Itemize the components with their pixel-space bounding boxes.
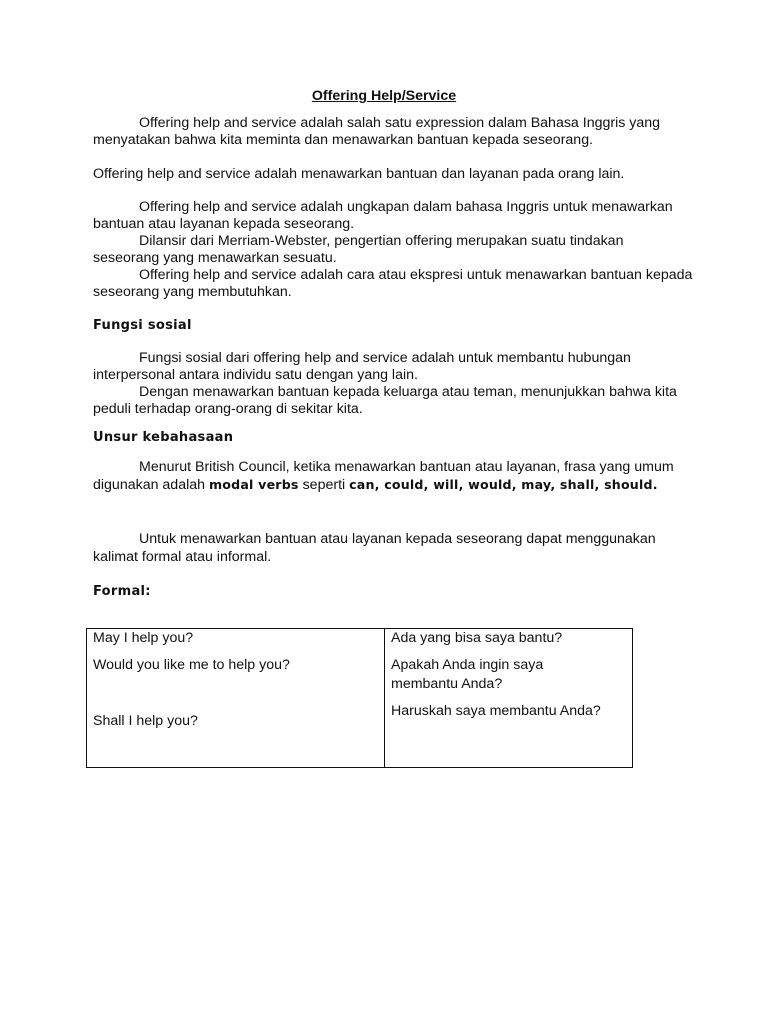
formal-heading: Formal:	[93, 584, 151, 599]
english-expression: May I help you?	[93, 630, 194, 646]
indonesian-expression-continued: membantu Anda?	[391, 676, 503, 692]
formal-expressions-table	[86, 628, 633, 768]
english-expression: Shall I help you?	[93, 713, 198, 729]
modal-verbs-list: can, could, will, would, may, shall, should.	[349, 477, 658, 492]
unsur-paragraph-1	[93, 458, 693, 494]
english-expression: Would you like me to help you?	[93, 657, 290, 673]
unsur-paragraph-2: Untuk menawarkan bantuan atau layanan kepada seseorang dapat menggunakan kalimat formal atau informal.	[93, 531, 656, 565]
unsur-kebahasaan-heading: Unsur kebahasaan	[93, 430, 234, 445]
intro-paragraph-4: Dilansir dari Merriam-Webster, pengertian offering merupakan suatu tindakan seseorang yang menawarkan sesuatu.	[93, 233, 624, 267]
indonesian-expression: Apakah Anda ingin saya	[391, 657, 544, 673]
page-title: Offering Help/Service	[311, 88, 457, 104]
english-column	[87, 629, 385, 768]
fungsi-paragraph-2: Dengan menawarkan bantuan kepada keluarga atau teman, menunjukkan bahwa kita peduli terhadap orang-orang di sekitar kita.	[93, 384, 677, 418]
indonesian-expression: Haruskah saya membantu Anda?	[391, 703, 601, 719]
intro-paragraph-3: Offering help and service adalah ungkapan dalam bahasa Inggris untuk menawarkan bantuan atau layanan kepada seseorang.	[93, 199, 673, 233]
intro-paragraph-1: Offering help and service adalah salah satu expression dalam Bahasa Inggris yang menyatakan bahwa kita meminta dan menawarkan bantuan kepada seseorang.	[93, 115, 661, 149]
unsur-text-a: Menurut British Council, ketika menawarkan bantuan atau layanan, frasa yang umum digunakan adalah	[93, 459, 674, 493]
unsur-text-b: seperti	[298, 477, 350, 493]
fungsi-paragraph-1: Fungsi sosial dari offering help and service adalah untuk membantu hubungan interpersonal antara individu satu dengan yang lain.	[93, 350, 631, 384]
intro-paragraph-2: Offering help and service adalah menawarkan bantuan dan layanan pada orang lain.	[93, 166, 625, 182]
indonesian-expression: Ada yang bisa saya bantu?	[391, 630, 563, 646]
intro-paragraph-5: Offering help and service adalah cara atau ekspresi untuk menawarkan bantuan kepada seseorang yang membutuhkan.	[93, 267, 693, 301]
indonesian-column	[385, 629, 633, 768]
fungsi-sosial-heading: Fungsi sosial	[93, 318, 192, 333]
modal-verbs-term: modal verbs	[208, 477, 299, 492]
